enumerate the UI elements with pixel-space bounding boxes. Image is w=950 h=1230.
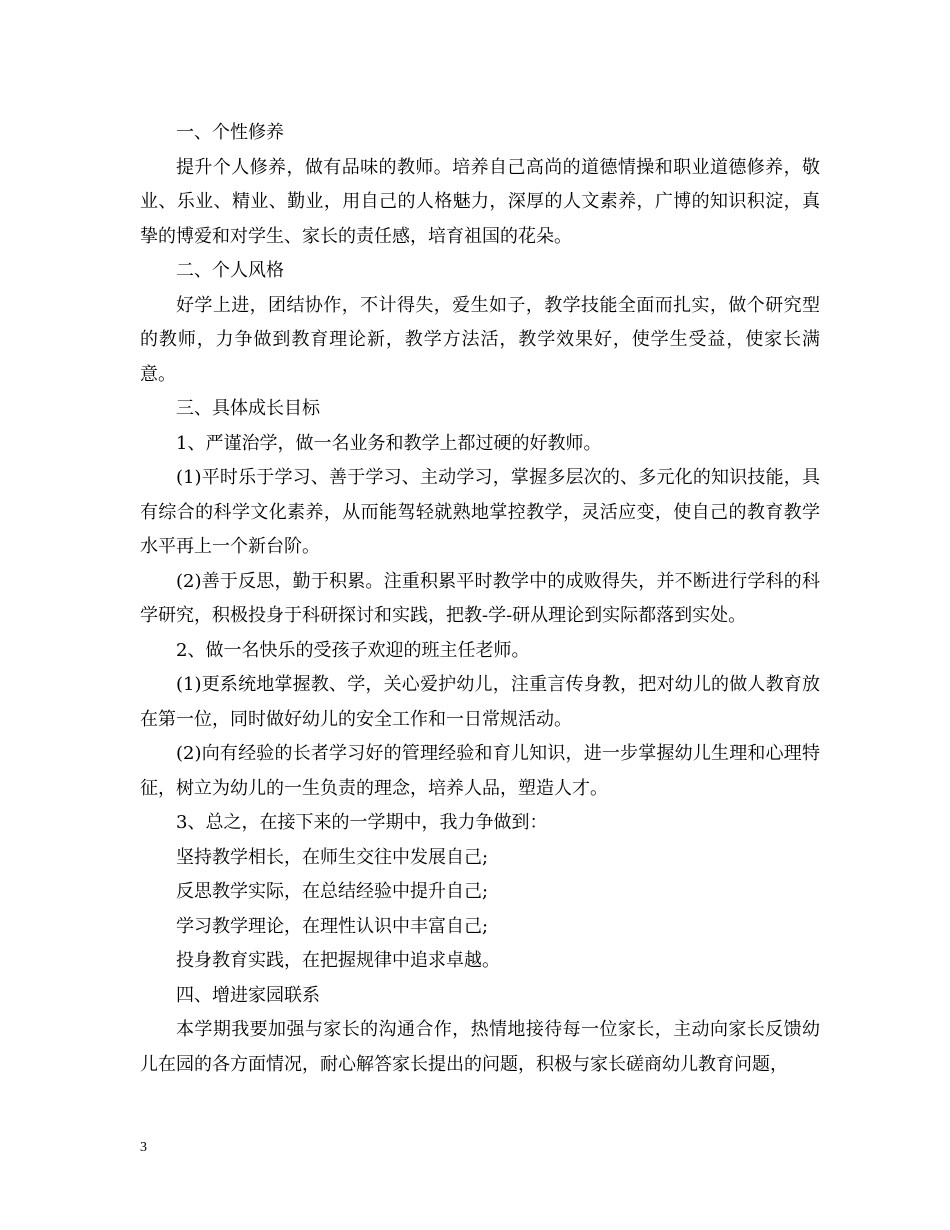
list-item: 投身教育实践，在把握规律中追求卓越。	[176, 950, 500, 971]
list-item: (1)平时乐于学习、善于学习、主动学习，掌握多层次的、多元化的知识技能，具有综合的科学文化素养，从而能驾轻就熟地掌控教学，灵活应变，使自己的教育教学水平再上一个新台阶。	[140, 467, 820, 557]
list-item: 反思教学实际，在总结经验中提升自己;	[176, 881, 489, 902]
page-number: 3	[140, 1140, 147, 1155]
list-item: (2)向有经验的长者学习好的管理经验和育儿知识，进一步掌握幼儿生理和心理特征，树立为幼儿的一生负责的理念，培养人品，塑造人才。	[140, 743, 820, 799]
paragraph: 好学上进，团结协作，不计得失，爱生如子，教学技能全面而扎实，做个研究型的教师，力争做到教育理论新，教学方法活，教学效果好，使学生受益，使家长满意。	[140, 294, 820, 385]
list-item: 学习教学理论，在理性认识中丰富自己;	[176, 915, 489, 937]
list-item: (2)善于反思，勤于积累。注重积累平时教学中的成败得失，并不断进行学科的科学研究，积极投身于科研探讨和实践，把教-学-研从理论到实际都落到实处。	[140, 570, 820, 626]
section-heading-growth-goals: 三、具体成长目标	[176, 398, 320, 419]
section-heading-personal-cultivation: 一、个性修养	[176, 122, 284, 143]
section-heading-personal-style: 二、个人风格	[176, 260, 284, 281]
list-item: 坚持教学相长，在师生交往中发展自己;	[176, 846, 489, 868]
list-item: (1)更系统地掌握教、学，关心爱护幼儿，注重言传身教，把对幼儿的做人教育放在第一位，同时做好幼儿的安全工作和一日常规活动。	[140, 674, 820, 730]
document-body	[140, 116, 820, 1082]
list-item: 1、严谨治学，做一名业务和教学上都过硬的好教师。	[176, 432, 602, 454]
paragraph: 提升个人修养，做有品味的教师。培养自己高尚的道德情操和职业道德修养，敬业、乐业、精业、勤业，用自己的人格魅力，深厚的人文素养，广博的知识积淀，真挚的博爱和对学生、家长的责任感，培育祖国的花朵。	[140, 156, 820, 247]
paragraph: 本学期我要加强与家长的沟通合作，热情地接待每一位家长，主动向家长反馈幼儿在园的各方面情况，耐心解答家长提出的问题，积极与家长磋商幼儿教育问题，	[140, 1019, 820, 1075]
section-heading-home-school: 四、增进家园联系	[176, 984, 320, 1006]
list-item: 2、做一名快乐的受孩子欢迎的班主任老师。	[176, 639, 530, 661]
list-item: 3、总之，在接下来的一学期中，我力争做到：	[176, 812, 548, 833]
